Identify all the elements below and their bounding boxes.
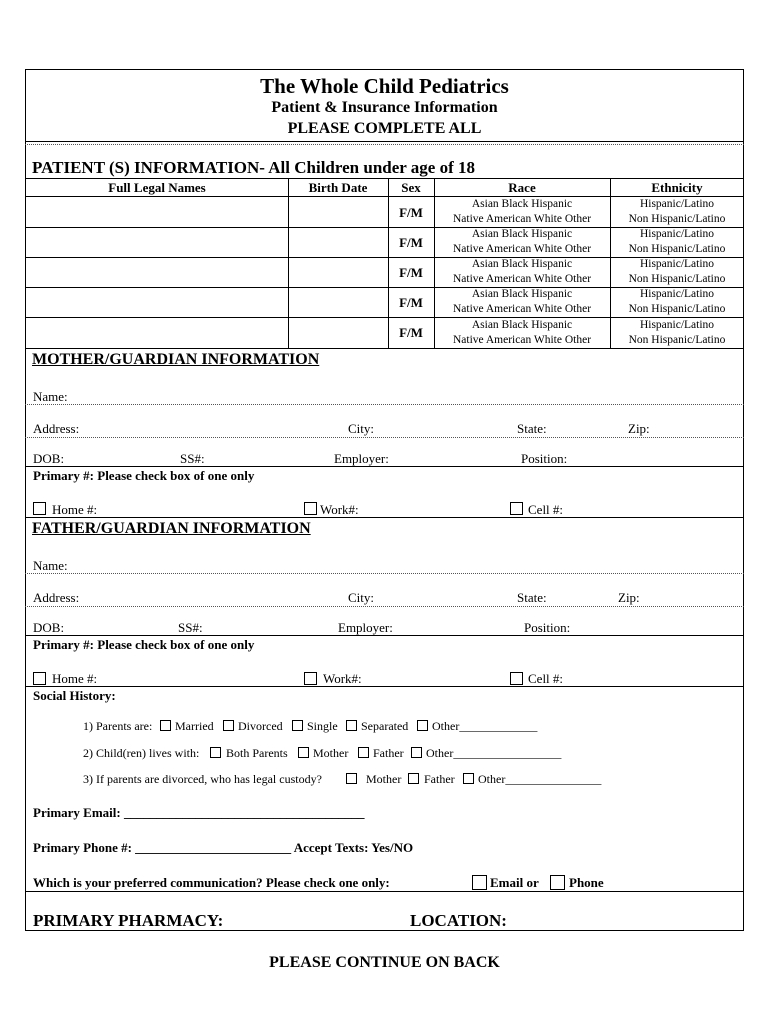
race-cell[interactable]: Asian Black Hispanic Native American White Other: [452, 258, 592, 285]
father-work-checkbox[interactable]: [304, 672, 317, 685]
both-parents-label: Both Parents: [226, 746, 288, 760]
divider: [25, 141, 744, 142]
preferred-communication-label: Which is your preferred communication? Please check one only:: [33, 875, 390, 890]
birth-date-cell[interactable]: [289, 288, 388, 317]
email-preference-checkbox[interactable]: [472, 875, 487, 890]
lives-father-checkbox[interactable]: [358, 747, 369, 758]
sex-cell[interactable]: F/M: [399, 265, 423, 280]
custody-other-label[interactable]: Other________________: [478, 772, 602, 786]
custody-father-label: Father: [424, 772, 455, 786]
mother-work-label: Work#:: [320, 502, 359, 517]
mother-home-label: Home #:: [52, 502, 98, 517]
father-zip-label: Zip:: [618, 590, 640, 605]
col-header-sex: Sex: [401, 180, 421, 195]
full-name-cell[interactable]: [26, 197, 288, 227]
divider: [25, 517, 744, 518]
birth-date-cell[interactable]: [289, 228, 388, 257]
complete-all-instruction: PLEASE COMPLETE ALL: [287, 120, 482, 137]
father-city-label: City:: [348, 590, 375, 605]
married-checkbox[interactable]: [160, 720, 171, 731]
mother-primary-note: Primary #: Please check box of one only: [33, 468, 255, 483]
divorced-label: Divorced: [238, 719, 283, 733]
birth-date-cell[interactable]: [289, 318, 388, 348]
other-status-label[interactable]: Other_____________: [432, 719, 538, 733]
divider: [25, 178, 744, 179]
race-cell[interactable]: Asian Black Hispanic Native American White Other: [452, 288, 592, 315]
mother-cell-checkbox[interactable]: [510, 502, 523, 515]
race-cell[interactable]: Asian Black Hispanic Native American White Other: [452, 198, 592, 225]
single-checkbox[interactable]: [292, 720, 303, 731]
col-header-names: Full Legal Names: [108, 180, 206, 195]
other-status-checkbox[interactable]: [417, 720, 428, 731]
mother-zip-label: Zip:: [628, 421, 650, 436]
divider: [25, 635, 744, 636]
mother-ss-label: SS#:: [180, 451, 205, 466]
both-parents-checkbox[interactable]: [210, 747, 221, 758]
page-subtitle: Patient & Insurance Information: [271, 99, 498, 116]
divider: [25, 466, 744, 467]
mother-home-checkbox[interactable]: [33, 502, 46, 515]
mother-address-label: Address:: [33, 421, 80, 436]
sex-cell[interactable]: F/M: [399, 325, 423, 340]
custody-mother-checkbox[interactable]: [346, 773, 357, 784]
full-name-cell[interactable]: [26, 288, 288, 317]
father-cell-checkbox[interactable]: [510, 672, 523, 685]
father-ss-label: SS#:: [178, 620, 203, 635]
divider: [25, 573, 744, 574]
parents-are-label: 1) Parents are:: [83, 719, 153, 733]
divider: [25, 686, 744, 687]
social-history-heading: Social History:: [33, 688, 116, 703]
ethnicity-cell[interactable]: Hispanic/Latino Non Hispanic/Latino: [628, 198, 726, 225]
mother-state-label: State:: [517, 421, 547, 436]
divider: [25, 891, 744, 892]
col-header-race: Race: [508, 180, 536, 195]
father-primary-note: Primary #: Please check box of one only: [33, 637, 255, 652]
full-name-cell[interactable]: [26, 258, 288, 287]
custody-other-checkbox[interactable]: [463, 773, 474, 784]
father-employer-label: Employer:: [338, 620, 393, 635]
race-cell[interactable]: Asian Black Hispanic Native American White Other: [452, 319, 592, 346]
phone-preference-label: Phone: [569, 875, 604, 890]
father-state-label: State:: [517, 590, 547, 605]
married-label: Married: [175, 719, 214, 733]
mother-name-label: Name:: [33, 389, 68, 404]
separated-checkbox[interactable]: [346, 720, 357, 731]
custody-father-checkbox[interactable]: [408, 773, 419, 784]
mother-employer-label: Employer:: [334, 451, 389, 466]
sex-cell[interactable]: F/M: [399, 235, 423, 250]
primary-pharmacy-label: PRIMARY PHARMACY:: [33, 911, 224, 930]
phone-preference-checkbox[interactable]: [550, 875, 565, 890]
column-divider: [388, 178, 389, 348]
lives-father-label: Father: [373, 746, 404, 760]
divider: [25, 437, 744, 438]
mother-dob-label: DOB:: [33, 451, 65, 466]
primary-phone-field[interactable]: Primary Phone #: ________________________ Accept Texts: Yes/NO: [33, 840, 414, 855]
mother-guardian-heading: MOTHER/GUARDIAN INFORMATION: [32, 351, 320, 368]
mother-cell-label: Cell #:: [528, 502, 564, 517]
patient-info-heading: PATIENT (S) INFORMATION- All Children under age of 18: [32, 158, 475, 177]
sex-cell[interactable]: F/M: [399, 205, 423, 220]
separated-label: Separated: [361, 719, 409, 733]
legal-custody-label: 3) If parents are divorced, who has legal custody?: [83, 772, 322, 786]
child-lives-with-label: 2) Child(ren) lives with:: [83, 746, 200, 760]
father-address-label: Address:: [33, 590, 80, 605]
birth-date-cell[interactable]: [289, 258, 388, 287]
race-cell[interactable]: Asian Black Hispanic Native American White Other: [452, 228, 592, 255]
custody-mother-label: Mother: [366, 772, 402, 786]
sex-cell[interactable]: F/M: [399, 295, 423, 310]
mother-name-field[interactable]: [80, 386, 740, 404]
continue-on-back-footer: PLEASE CONTINUE ON BACK: [269, 954, 500, 971]
page-title: The Whole Child Pediatrics: [260, 74, 509, 98]
ethnicity-cell[interactable]: Hispanic/Latino Non Hispanic/Latino: [628, 228, 726, 255]
father-home-checkbox[interactable]: [33, 672, 46, 685]
father-home-label: Home #:: [52, 671, 98, 686]
father-name-label: Name:: [33, 558, 68, 573]
col-header-ethnicity: Ethnicity: [651, 180, 703, 195]
lives-other-checkbox[interactable]: [411, 747, 422, 758]
divider: [25, 404, 744, 405]
full-name-cell[interactable]: [26, 228, 288, 257]
father-name-field[interactable]: [80, 555, 740, 573]
email-preference-label: Email or: [490, 875, 539, 890]
mother-position-label: Position:: [521, 451, 568, 466]
birth-date-cell[interactable]: [289, 197, 388, 227]
father-guardian-heading: FATHER/GUARDIAN INFORMATION: [32, 520, 311, 537]
primary-email-field[interactable]: Primary Email: _____________________________________: [33, 805, 365, 820]
full-name-cell[interactable]: [26, 318, 288, 348]
divider: [25, 144, 744, 145]
ethnicity-cell[interactable]: Hispanic/Latino Non Hispanic/Latino: [628, 258, 726, 285]
lives-mother-checkbox[interactable]: [298, 747, 309, 758]
ethnicity-cell[interactable]: Hispanic/Latino Non Hispanic/Latino: [628, 319, 726, 346]
father-position-label: Position:: [524, 620, 571, 635]
father-cell-label: Cell #:: [528, 671, 564, 686]
ethnicity-cell[interactable]: Hispanic/Latino Non Hispanic/Latino: [628, 288, 726, 315]
divider: [25, 348, 744, 349]
mother-work-checkbox[interactable]: [304, 502, 317, 515]
divorced-checkbox[interactable]: [223, 720, 234, 731]
father-dob-label: DOB:: [33, 620, 65, 635]
col-header-birth-date: Birth Date: [308, 180, 368, 195]
divider: [25, 606, 744, 607]
father-work-label: Work#:: [323, 671, 362, 686]
mother-city-label: City:: [348, 421, 375, 436]
pharmacy-location-label: LOCATION:: [410, 911, 507, 930]
single-label: Single: [307, 719, 338, 733]
lives-other-label[interactable]: Other__________________: [426, 746, 562, 760]
lives-mother-label: Mother: [313, 746, 349, 760]
